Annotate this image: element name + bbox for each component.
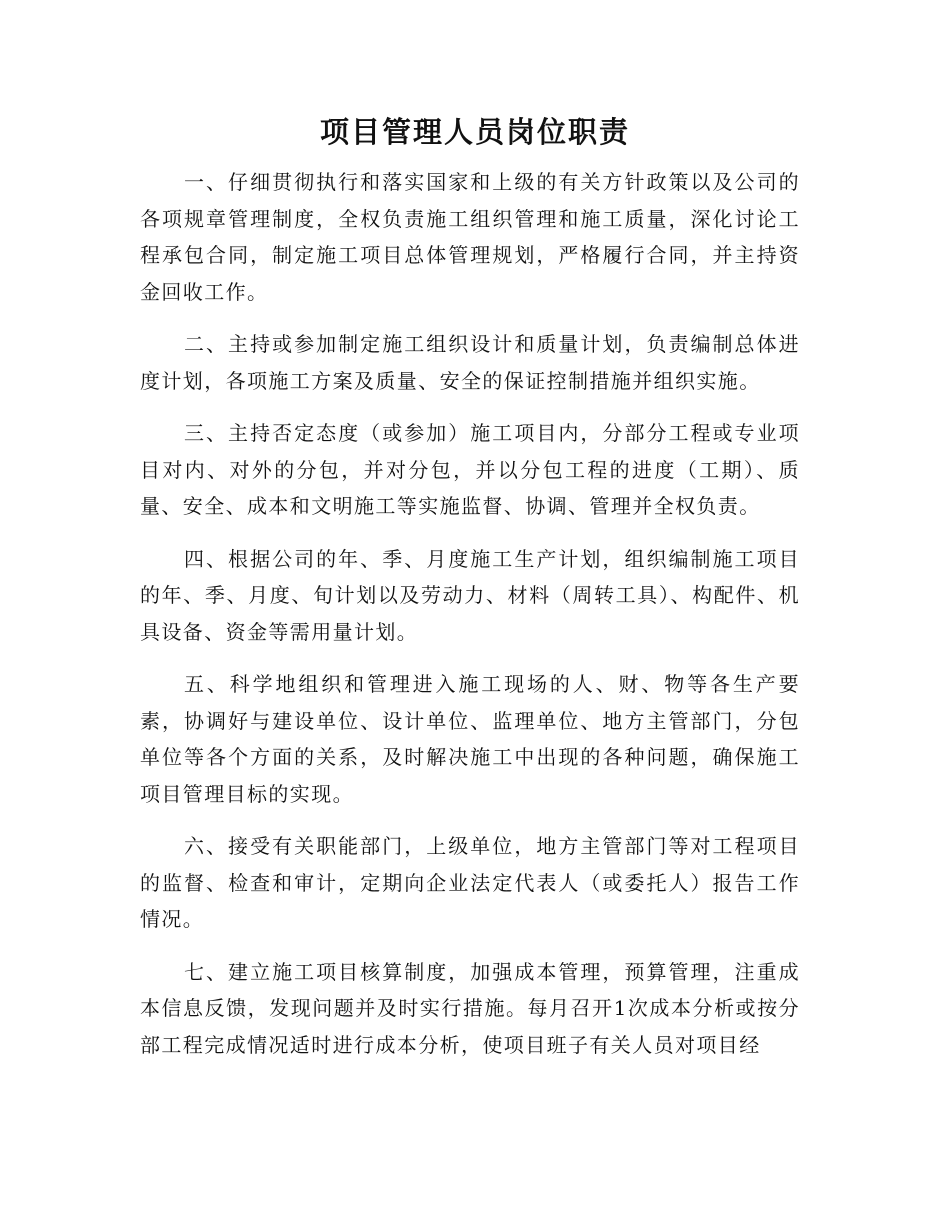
paragraph-5: 五、科学地组织和管理进入施工现场的人、财、物等各生产要素，协调好与建设单位、设计单位、监理单位、地方主管部门，分包单位等各个方面的关系，及时解决施工中出现的各种问题，确保施工项目管理目标的实现。	[140, 672, 800, 806]
paragraph-6: 六、接受有关职能部门，上级单位，地方主管部门等对工程项目的监督、检查和审计，定期向企业法定代表人（或委托人）报告工作情况。	[140, 834, 800, 931]
paragraph-1: 一、仔细贯彻执行和落实国家和上级的有关方针政策以及公司的各项规章管理制度，全权负责施工组织管理和施工质量，深化讨论工程承包合同，制定施工项目总体管理规划，严格履行合同，并主持资金回收工作。	[140, 170, 800, 304]
paragraph-3: 三、主持否定态度（或参加）施工项目内，分部分工程或专业项目对内、对外的分包，并对分包，并以分包工程的进度（工期）、质量、安全、成本和文明施工等实施监督、协调、管理并全权负责。	[140, 421, 800, 518]
paragraph-2: 二、主持或参加制定施工组织设计和质量计划，负责编制总体进度计划，各项施工方案及质量、安全的保证控制措施并组织实施。	[140, 332, 800, 393]
paragraph-4: 四、根据公司的年、季、月度施工生产计划，组织编制施工项目的年、季、月度、旬计划以及劳动力、材料（周转工具）、构配件、机具设备、资金等需用量计划。	[140, 546, 800, 644]
paragraph-7: 七、建立施工项目核算制度，加强成本管理，预算管理，注重成本信息反馈，发现问题并及时实行措施。每月召开1次成本分析或按分部工程完成情况适时进行成本分析，使项目班子有关人员对项目经	[140, 959, 800, 1057]
document-body	[140, 164, 800, 1079]
page-title: 项目管理人员岗位职责	[319, 115, 630, 149]
